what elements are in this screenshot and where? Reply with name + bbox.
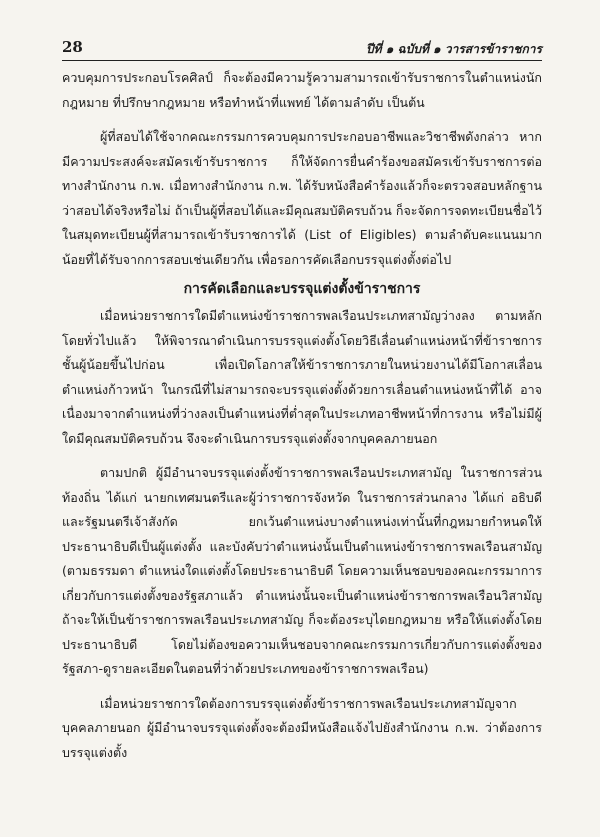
paragraph: เมื่อหน่วยราชการใดมีตำแหน่งข้าราชการพลเรือนประเภทสามัญว่างลง ตามหลักโดยทั่วไปแล้ว ให้พิจารณาดำเนินการบรรจุแต่งตั้งโดยวิธีเลื่อนตำแหน่งหน้าที่ข้าราชการชั้นผู้น้อยขึ้นไปก่อน เพื่อเปิดโอกาสให้ข้าราชการภายในหน่วยงานได้มีโอกาสเลื่อนตำแหน่งก้าวหน้า ในกรณีที่ไม่สามารถจะบรรจุแต่งตั้งด้วยการเลื่อนตำแหน่งหน้าที่ได้ อาจเนื่องมาจากตำแหน่งที่ว่างลงเป็นตำแหน่งที่ต่ำสุดในประเภทอาชีพหน้าที่การงาน หรือไม่มีผู้ใดมีคุณสมบัติครบถ้วน จึงจะดำเนินการบรรจุแต่งตั้งจากบุคคลภายนอก: [62, 308, 542, 446]
section-title: การคัดเลือกและบรรจุแต่งตั้งข้าราชการ: [183, 281, 421, 297]
paragraph: เมื่อหน่วยราชการใดต้องการบรรจุแต่งตั้งข้าราชการพลเรือนประเภทสามัญจากบุคคลภายนอก ผู้มีอำนาจบรรจุแต่งตั้งจะต้องมีหนังสือแจ้งไปยังสำนักงาน ก.พ. ว่าต้องการบรรจุแต่งตั้ง: [62, 695, 542, 760]
body-text: [62, 66, 542, 765]
running-head: ปีที่ ๑ ฉบับที่ ๑ วารสารข้าราชการ: [366, 42, 542, 56]
paragraph: ผู้ที่สอบได้ใช้จากคณะกรรมการควบคุมการประกอบอาชีพและวิชาชีพดังกล่าว หากมีความประสงค์จะสมัครเข้ารับราชการ ก็ให้จัดการยื่นคำร้องขอสมัครเข้ารับราชการต่อทางสำนักงาน ก.พ. เมื่อทางสำนักงาน ก.พ. ได้รับหนังสือคำร้องแล้วก็จะตรวจสอบหลักฐานว่าสอบได้จริงหรือไม่ ถ้าเป็นผู้ที่สอบได้และมีคุณสมบัติครบถ้วน ก็จะจัดการจดทะเบียนชื่อไว้ในสมุดทะเบียนผู้ที่สามารถเข้ารับราชการได้ (List of Eligibles) ตามลำดับคะแนนมากน้อยที่ได้รับจากการสอบเช่นเดียวกัน เพื่อรอการคัดเลือกบรรจุแต่งตั้งต่อไป: [62, 129, 542, 267]
header-rule: [62, 60, 542, 61]
page-header: [62, 38, 542, 60]
page-number: 28: [62, 38, 83, 56]
paragraph: ตามปกติ ผู้มีอำนาจบรรจุแต่งตั้งข้าราชการพลเรือนประเภทสามัญ ในราชการส่วนท้องถิ่น ได้แก่ นายกเทศมนตรีและผู้ว่าราชการจังหวัด ในราชการส่วนกลาง ได้แก่ อธิบดีและรัฐมนตรีเจ้าสังกัด ยกเว้นตำแหน่งบางตำแหน่งเท่านั้นที่กฎหมายกำหนดให้ประธานาธิบดีเป็นผู้แต่งตั้ง และบังคับว่าตำแหน่งนั้นเป็นตำแหน่งข้าราชการพลเรือนสามัญ (ตามธรรมดา ตำแหน่งใดแต่งตั้งโดยประธานาธิบดี โดยความเห็นชอบของคณะกรรมาการเกี่ยวกับการแต่งตั้งของรัฐสภาแล้ว ตำแหน่งนั้นจะเป็นตำแหน่งข้าราชการพลเรือนวิสามัญ ถ้าจะให้เป็นข้าราชการพลเรือนประเภทสามัญ ก็จะต้องระบุไดยกฎหมาย หรือให้แต่งตั้งโดยประธานาธิบดี โดยไม่ต้องขอความเห็นชอบจากคณะกรรมการเกี่ยวกับการแต่งตั้งของรัฐสภา-ดูรายละเอียดในตอนที่ว่าด้วยประเภทของข้าราชการพลเรือน): [62, 465, 542, 676]
paragraph-continued: ควบคุมการประกอบโรคศิลป์ ก็จะต้องมีความรู้ความสามารถเข้ารับราชการในตำแหน่งนักกฎหมาย ที่ปรึกษากฎหมาย หรือทำหน้าที่แพทย์ ได้ตามลำดับ เป็นต้น: [62, 70, 542, 110]
